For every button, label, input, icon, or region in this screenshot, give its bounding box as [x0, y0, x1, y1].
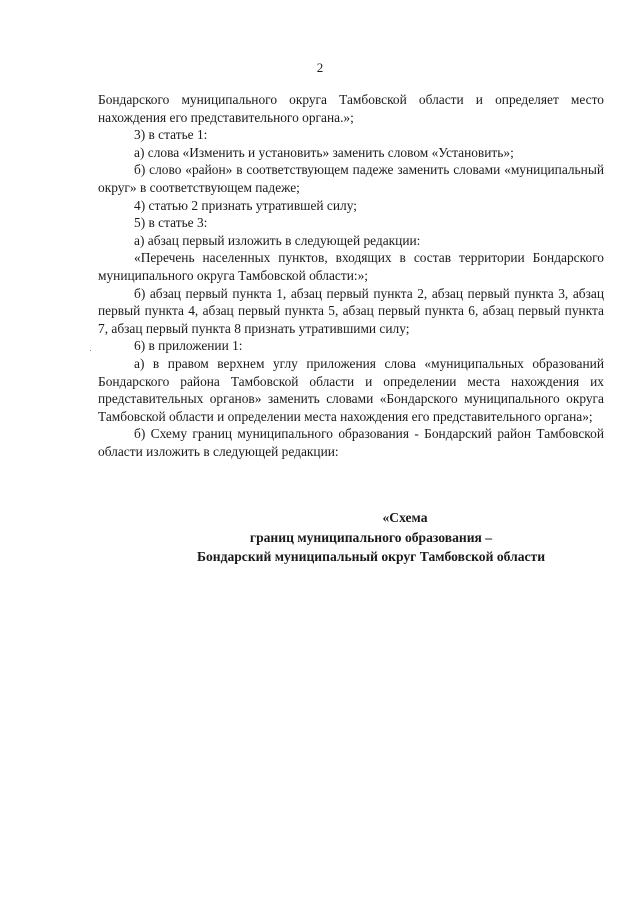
paragraph: 5) в статье 3:: [134, 215, 208, 231]
title-line-2: границ муниципального образования –: [249, 529, 493, 545]
paragraph: а) слова «Изменить и установить» заменить словом «Установить»;: [134, 144, 514, 160]
title-line-1: «Схема: [382, 510, 428, 525]
paragraph: 4) статью 2 признать утратившей силу;: [134, 197, 357, 213]
document-body: [98, 91, 604, 460]
paragraph: Бондарского муниципального округа Тамбовской области и определяет место нахождения его представительного органа.»;: [98, 92, 604, 125]
margin-mark: [90, 350, 91, 351]
page-number: 2: [316, 60, 324, 75]
paragraph: а) в правом верхнем углу приложения слова «муниципальных образований Бондарского района Тамбовской области и определении места нахождения их представительных органов» заменить словами «Бондарского муниципального округа Тамбовской области и определении места нахождения его представительного органа»;: [98, 355, 604, 424]
paragraph: 6) в приложении 1:: [134, 338, 243, 354]
schema-title: [98, 508, 604, 567]
paragraph: «Перечень населенных пунктов, входящих в состав территории Бондарского муниципального округа Тамбовской области:»;: [98, 250, 604, 283]
paragraph: б) слово «район» в соответствующем падеже заменить словами «муниципальный округ» в соответствующем падеже;: [98, 162, 604, 195]
title-line-3: Бондарский муниципальный округ Тамбовской области: [196, 549, 546, 565]
paragraph: б) абзац первый пункта 1, абзац первый пункта 2, абзац первый пункта 3, абзац первый пункта 4, абзац первый пункта 5, абзац первый пункта 6, абзац первый пункта 7, абзац первый пункта 8 признать утратившими силу;: [98, 285, 604, 336]
paragraph: а) абзац первый изложить в следующей редакции:: [134, 232, 421, 248]
paragraph: 3) в статье 1:: [134, 127, 208, 143]
paragraph: б) Схему границ муниципального образования - Бондарский район Тамбовской области изложить в следующей редакции:: [98, 426, 604, 459]
